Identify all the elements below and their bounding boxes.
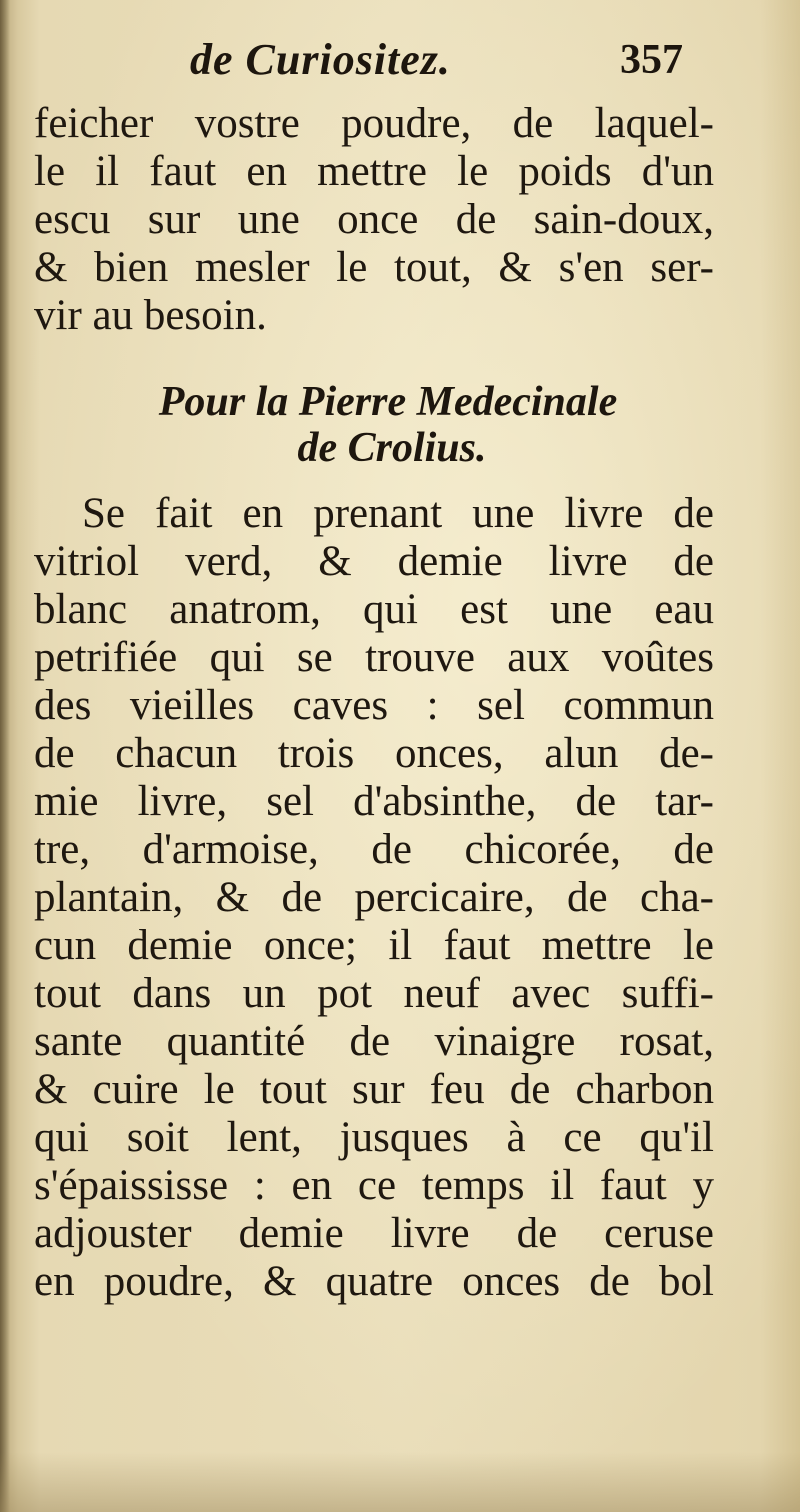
text-line: tout dans un pot neuf avec suffi-: [34, 970, 714, 1017]
text-line: tre, d'armoise, de chicorée, de: [34, 826, 714, 873]
text-line: le il faut en mettre le poids d'un: [34, 148, 714, 195]
text-line: adjouster demie livre de ceruse: [34, 1210, 714, 1257]
text-line: feicher vostre poudre, de laquel-: [34, 100, 714, 147]
page-number: 357: [620, 37, 683, 83]
text-line: des vieilles caves : sel commun: [34, 682, 714, 729]
recipe-paragraph: [34, 490, 714, 1306]
text-line: & bien mesler le tout, & s'en ser-: [34, 244, 714, 291]
text-line: plantain, & de percicaire, de cha-: [34, 874, 714, 921]
text-line: mie livre, sel d'absinthe, de tar-: [34, 778, 714, 825]
text-line: petrifiée qui se trouve aux voûtes: [34, 634, 714, 681]
text-line: qui soit lent, jusques à ce qu'il: [34, 1114, 714, 1161]
text-line: escu sur une once de sain-doux,: [34, 196, 714, 243]
section-heading-line-1: Pour la Pierre Medecinale: [158, 379, 618, 425]
continued-paragraph: [34, 100, 714, 340]
running-head: de Curiositez.: [190, 35, 451, 84]
text-line: de chacun trois onces, alun de-: [34, 730, 714, 777]
section-heading-line-2: de Crolius.: [297, 425, 487, 471]
text-line: s'épaississe : en ce temps il faut y: [34, 1162, 714, 1209]
text-line: & cuire le tout sur feu de charbon: [34, 1066, 714, 1113]
text-line: blanc anatrom, qui est une eau: [34, 586, 714, 633]
text-line: Se fait en prenant une livre de: [82, 490, 714, 537]
spine-shadow: [0, 0, 10, 1512]
text-line: sante quantité de vinaigre rosat,: [34, 1018, 714, 1065]
page-header: [0, 34, 800, 94]
text-line: cun demie once; il faut mettre le: [34, 922, 714, 969]
text-line: vir au besoin.: [34, 292, 267, 339]
page-edge-shading: [0, 1452, 800, 1512]
text-line: en poudre, & quatre onces de bol: [34, 1258, 714, 1305]
text-line: vitriol verd, & demie livre de: [34, 538, 714, 585]
